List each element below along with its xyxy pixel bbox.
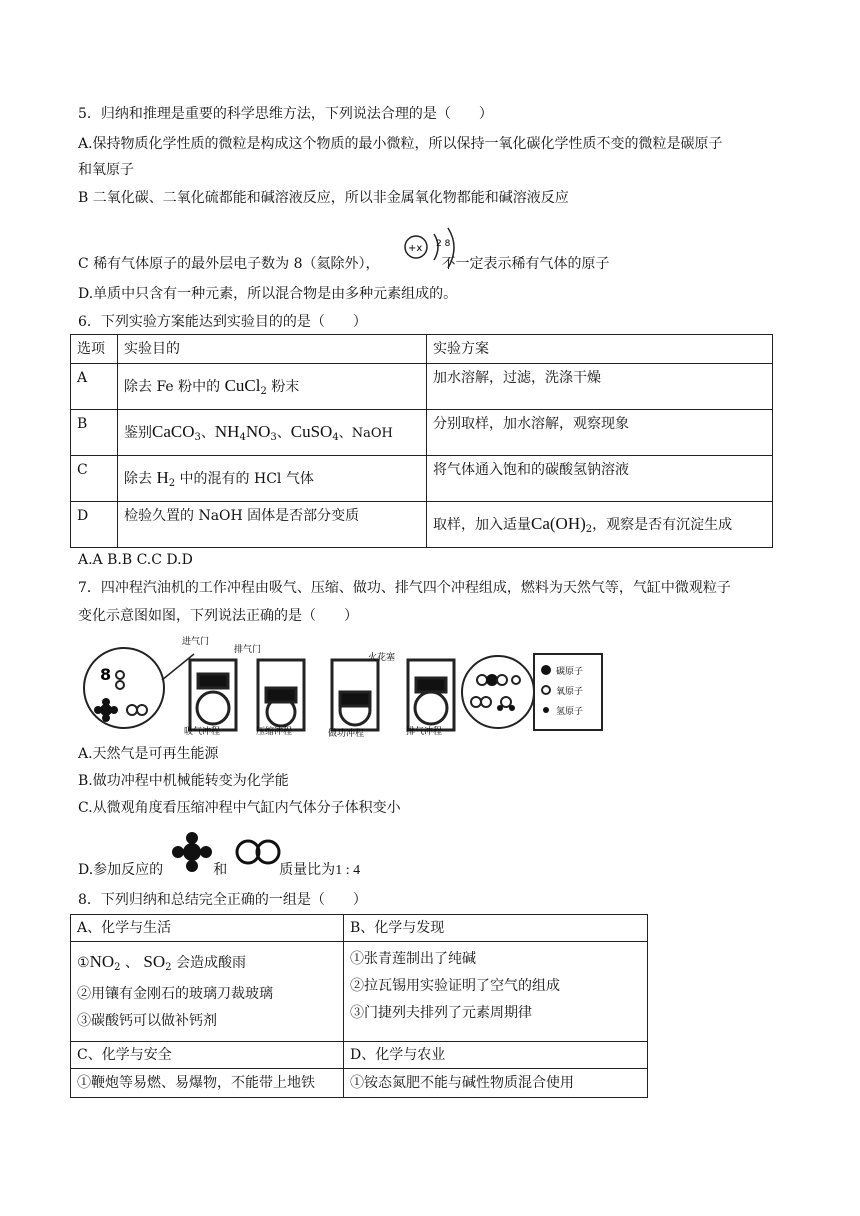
q8-a-item: ②用镶有金刚石的玻璃刀裁玻璃 (77, 986, 273, 1002)
formula-sub: 2 (168, 478, 176, 489)
label-exhaust-stroke: 排气冲程 (406, 727, 443, 737)
q6-row-goal: 检验久置的 NaOH 固体是否部分变质 (118, 502, 427, 548)
q8-cell-a-body (71, 942, 344, 1042)
shell-electrons: 2 8 (436, 239, 451, 249)
q5-option-b[interactable]: B 二氧化碳、二氧化硫都能和碱溶液反应，所以非金属氧化物都能和碱溶液反应 (78, 190, 569, 206)
q6-table (70, 334, 773, 548)
q7-option-b[interactable]: B.做功冲程中机械能转变为化学能 (78, 773, 289, 789)
legend-hydrogen: 氢原子 (556, 707, 584, 717)
q8-a-item: ③碳酸钙可以做补钙剂 (77, 1013, 217, 1029)
q6-row-option[interactable]: C (71, 456, 118, 502)
label-intake-valve: 进气门 (182, 637, 210, 647)
legend-oxygen: 氧原子 (556, 687, 584, 697)
q6-row-goal (118, 410, 427, 456)
q8-cell-c-body: ①鞭炮等易燃、易爆物，不能带上地铁 (71, 1069, 344, 1098)
formula-sub: 3 (270, 432, 277, 443)
q8-a-item: $①NO_2$ 、 $SO_2$ 会造成酸雨 (77, 952, 246, 973)
formula-sub: 4 (332, 432, 339, 443)
separator: 、 (276, 425, 291, 441)
q7-option-a[interactable]: A.天然气是可再生能源 (78, 746, 219, 762)
q8-stem: 8．下列归纳和总结完全正确的一组是（ ） (78, 892, 367, 908)
q8-cell-d-body: ①铵态氮肥不能与碱性物质混合使用 (344, 1069, 648, 1098)
q6-row-option[interactable]: A (71, 364, 118, 410)
q6-row-option[interactable]: D (71, 502, 118, 548)
engine-stroke-figure (78, 630, 608, 738)
q7-option-d-and: 和 (213, 862, 228, 878)
label-intake-stroke: 吸气冲程 (184, 727, 221, 737)
q5-option-c[interactable] (78, 254, 610, 274)
legend-carbon: 碳原子 (556, 667, 584, 677)
formula: H (156, 468, 169, 487)
q7-option-d-text: D.参加反应的 (78, 862, 164, 878)
q7-option-d[interactable] (78, 860, 360, 881)
q6-row-plan: 将气体通入饱和的碳酸氢钠溶液 (427, 456, 773, 502)
separator: 、 (200, 425, 215, 441)
q6-row-a (71, 364, 773, 410)
q6-row-d (71, 502, 773, 548)
q8-cell-d-title[interactable]: D、化学与农业 (344, 1042, 648, 1069)
formula-sub: 2 (585, 524, 593, 535)
formula: CaCO (152, 422, 195, 441)
label-power-stroke: 做功冲程 (328, 729, 365, 738)
q8-cell-c-title[interactable]: C、化学与安全 (71, 1042, 344, 1069)
formula-sub: 3 (194, 432, 201, 443)
q7-stem-2: 变化示意图如图，下列说法正确的是（ ） (78, 608, 358, 624)
q6-row-c (71, 456, 773, 502)
formula: NH (214, 422, 240, 441)
q5-option-c-text-post: 不一定表示稀有气体的原子 (441, 256, 610, 272)
label-exhaust-valve: 排气门 (234, 645, 262, 655)
q8-cell-a-title[interactable]: A、化学与生活 (71, 915, 344, 942)
q8-b-item: ②拉瓦锡用实验证明了空气的组成 (350, 978, 560, 994)
q5-option-a-cont: 和氧原子 (78, 162, 134, 178)
formula: Ca(OH) (531, 514, 586, 533)
q8-cell-b-title[interactable]: B、化学与发现 (344, 915, 648, 942)
label-spark-plug: 火花塞 (368, 653, 396, 663)
q5-option-d[interactable]: D.单质中只含有一种元素，所以混合物是由多种元素组成的。 (78, 286, 458, 302)
atom-structure-diagram (398, 226, 468, 276)
q6-stem: 6．下列实验方案能达到实验目的的是（ ） (78, 314, 367, 330)
plan-text-post: ，观察是否有沉淀生成 (592, 517, 733, 533)
goal-text: 除去 (124, 471, 157, 487)
q7-stem-1: 7．四冲程汽油机的工作冲程由吸气、压缩、做功、排气四个冲程组成，燃料为天然气等，气缸中微观粒子 (78, 580, 731, 596)
q7-option-c[interactable]: C.从微观角度看压缩冲程中气缸内气体分子体积变小 (78, 800, 401, 816)
goal-text: 鉴别 (124, 425, 152, 441)
goal-text: 除去 Fe 粉中的 (124, 379, 225, 395)
plan-text: 取样，加入适量 (433, 517, 531, 533)
methane-molecule-icon (168, 830, 216, 874)
goal-text-post: 粉末 (266, 379, 300, 395)
formula: CuCl (224, 376, 261, 395)
q8-b-item: ③门捷列夫排列了元素周期律 (350, 1005, 532, 1021)
formula-sub: 2 (260, 386, 267, 397)
q6-row-option[interactable]: B (71, 410, 118, 456)
q5-option-a[interactable]: A.保持物质化学性质的微粒是构成这个物质的最小微粒，所以保持一氧化碳化学性质不变的微粒是碳原子 (78, 136, 723, 152)
q6-row-goal (118, 364, 427, 410)
q7-option-d-post: 质量比为 (279, 862, 336, 878)
q6-answer-options[interactable]: A.A B.B C.C D.D (78, 552, 193, 568)
formula-sub: 4 (239, 432, 246, 443)
q6-header-plan: 实验方案 (427, 335, 773, 364)
svg-text:8: 8 (100, 665, 112, 684)
formula: NO (245, 422, 271, 441)
formula: CuSO (290, 422, 333, 441)
oxygen-molecule-icon (234, 838, 284, 868)
q6-row-b (71, 410, 773, 456)
formula-naoh: 、NaOH (338, 426, 393, 441)
q7-ratio: 1 : 4 (335, 863, 361, 878)
label-compression-stroke: 压缩冲程 (256, 727, 293, 737)
q6-row-plan: 加水溶解，过滤，洗涤干燥 (427, 364, 773, 410)
q6-header-option: 选项 (71, 335, 118, 364)
goal-text-post: 中的混有的 HCl 气体 (175, 471, 314, 487)
q6-row-plan: 分别取样，加水溶解，观察现象 (427, 410, 773, 456)
q6-row-plan (427, 502, 773, 548)
q8-b-item: ①张青莲制出了纯碱 (350, 951, 476, 967)
nucleus-charge: +x (408, 243, 423, 254)
q8-table (70, 914, 648, 1098)
q6-row-goal (118, 456, 427, 502)
q6-header-goal: 实验目的 (118, 335, 427, 364)
q5-option-c-text: C 稀有气体原子的最外层电子数为 8（氦除外）， (78, 256, 380, 272)
q5-stem: 5．归纳和推理是重要的科学思维方法，下列说法合理的是（ ） (78, 106, 493, 122)
q8-cell-b-body (344, 942, 648, 1042)
